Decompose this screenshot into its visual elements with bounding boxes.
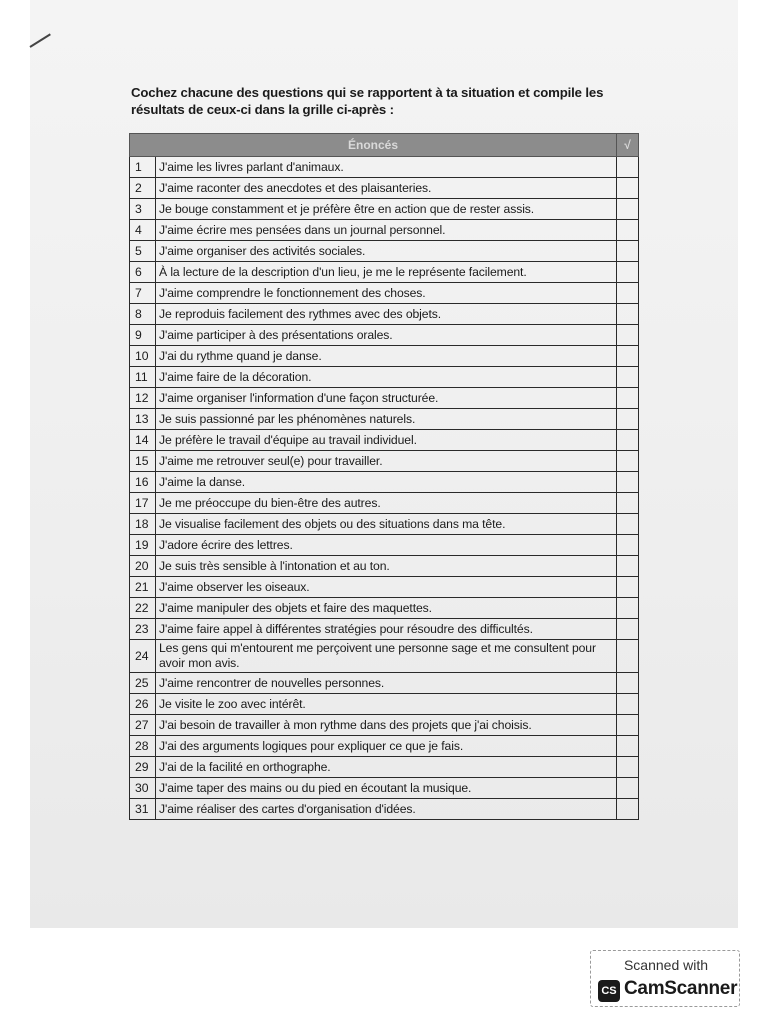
row-number: 10 (130, 346, 156, 367)
row-number: 20 (130, 556, 156, 577)
row-checkbox[interactable] (617, 283, 639, 304)
row-statement: J'aime comprendre le fonctionnement des choses. (156, 283, 617, 304)
row-number: 2 (130, 178, 156, 199)
row-number: 9 (130, 325, 156, 346)
row-checkbox[interactable] (617, 241, 639, 262)
header-check: √ (617, 134, 639, 157)
table-row (130, 325, 639, 346)
table-row (130, 673, 639, 694)
row-statement: J'ai besoin de travailler à mon rythme dans des projets que j'ai choisis. (156, 715, 617, 736)
row-statement: J'aime organiser des activités sociales. (156, 241, 617, 262)
row-number: 28 (130, 736, 156, 757)
statements-table (129, 133, 639, 820)
row-checkbox[interactable] (617, 577, 639, 598)
row-statement: J'aime raconter des anecdotes et des plaisanteries. (156, 178, 617, 199)
row-checkbox[interactable] (617, 514, 639, 535)
row-checkbox[interactable] (617, 778, 639, 799)
table-row (130, 799, 639, 820)
table-row (130, 736, 639, 757)
row-statement: J'aime rencontrer de nouvelles personnes. (156, 673, 617, 694)
row-checkbox[interactable] (617, 325, 639, 346)
scanned-with-label: Scanned with (623, 957, 709, 973)
row-number: 24 (130, 640, 156, 673)
row-number: 6 (130, 262, 156, 283)
row-checkbox[interactable] (617, 694, 639, 715)
row-checkbox[interactable] (617, 757, 639, 778)
table-row (130, 778, 639, 799)
row-checkbox[interactable] (617, 304, 639, 325)
table-header (130, 134, 639, 157)
row-statement: Je préfère le travail d'équipe au travail individuel. (156, 430, 617, 451)
row-checkbox[interactable] (617, 799, 639, 820)
row-number: 16 (130, 472, 156, 493)
row-checkbox[interactable] (617, 715, 639, 736)
camscanner-brand: CamScanner (624, 978, 738, 999)
row-checkbox[interactable] (617, 220, 639, 241)
row-statement: J'aime réaliser des cartes d'organisation d'idées. (156, 799, 617, 820)
camscanner-watermark (590, 950, 740, 1007)
table-row (130, 346, 639, 367)
row-number: 1 (130, 157, 156, 178)
row-statement: J'aime observer les oiseaux. (156, 577, 617, 598)
table-row (130, 535, 639, 556)
row-checkbox[interactable] (617, 262, 639, 283)
row-statement: Je visualise facilement des objets ou des situations dans ma tête. (156, 514, 617, 535)
table-row (130, 388, 639, 409)
row-number: 4 (130, 220, 156, 241)
row-number: 17 (130, 493, 156, 514)
table-row (130, 757, 639, 778)
row-checkbox[interactable] (617, 598, 639, 619)
row-statement: J'aime organiser l'information d'une façon structurée. (156, 388, 617, 409)
row-checkbox[interactable] (617, 409, 639, 430)
row-number: 13 (130, 409, 156, 430)
row-statement: J'aime taper des mains ou du pied en écoutant la musique. (156, 778, 617, 799)
row-statement: Je me préoccupe du bien-être des autres. (156, 493, 617, 514)
row-statement: J'ai de la facilité en orthographe. (156, 757, 617, 778)
instructions-text: Cochez chacune des questions qui se rapportent à ta situation et compile les résultats de ceux-ci dans la grille ci-après : (131, 85, 604, 117)
table-row (130, 715, 639, 736)
row-statement: J'adore écrire des lettres. (156, 535, 617, 556)
row-statement: À la lecture de la description d'un lieu, je me le représente facilement. (156, 262, 617, 283)
row-number: 27 (130, 715, 156, 736)
table-row (130, 157, 639, 178)
table-row (130, 694, 639, 715)
row-checkbox[interactable] (617, 346, 639, 367)
row-checkbox[interactable] (617, 640, 639, 673)
row-checkbox[interactable] (617, 472, 639, 493)
row-checkbox[interactable] (617, 367, 639, 388)
row-number: 23 (130, 619, 156, 640)
row-statement: J'aime participer à des présentations orales. (156, 325, 617, 346)
table-row (130, 367, 639, 388)
row-checkbox[interactable] (617, 451, 639, 472)
row-number: 12 (130, 388, 156, 409)
row-number: 8 (130, 304, 156, 325)
row-checkbox[interactable] (617, 388, 639, 409)
row-number: 30 (130, 778, 156, 799)
row-number: 5 (130, 241, 156, 262)
row-statement: J'ai du rythme quand je danse. (156, 346, 617, 367)
table-row (130, 640, 639, 673)
row-statement: J'aime manipuler des objets et faire des maquettes. (156, 598, 617, 619)
table-row (130, 619, 639, 640)
row-number: 7 (130, 283, 156, 304)
row-statement: J'aime faire de la décoration. (156, 367, 617, 388)
row-number: 31 (130, 799, 156, 820)
row-number: 26 (130, 694, 156, 715)
row-number: 22 (130, 598, 156, 619)
table-body (130, 157, 639, 820)
row-checkbox[interactable] (617, 157, 639, 178)
table-row (130, 451, 639, 472)
row-checkbox[interactable] (617, 556, 639, 577)
row-statement: J'ai des arguments logiques pour expliquer ce que je fais. (156, 736, 617, 757)
table-row (130, 262, 639, 283)
table-row (130, 241, 639, 262)
table-row (130, 283, 639, 304)
table-row (130, 220, 639, 241)
table-row (130, 472, 639, 493)
table-row (130, 430, 639, 451)
row-statement: Les gens qui m'entourent me perçoivent une personne sage et me consultent pour avoir mon avis. (156, 640, 617, 673)
row-number: 11 (130, 367, 156, 388)
row-number: 25 (130, 673, 156, 694)
row-statement: Je bouge constamment et je préfère être en action que de rester assis. (156, 199, 617, 220)
row-statement: Je reproduis facilement des rythmes avec des objets. (156, 304, 617, 325)
table-row (130, 577, 639, 598)
table-row (130, 493, 639, 514)
row-checkbox[interactable] (617, 493, 639, 514)
row-checkbox[interactable] (617, 178, 639, 199)
table-row (130, 556, 639, 577)
row-statement: J'aime me retrouver seul(e) pour travailler. (156, 451, 617, 472)
row-checkbox[interactable] (617, 619, 639, 640)
table-row (130, 598, 639, 619)
table-row (130, 409, 639, 430)
row-number: 15 (130, 451, 156, 472)
row-statement: Je visite le zoo avec intérêt. (156, 694, 617, 715)
row-statement: J'aime les livres parlant d'animaux. (156, 157, 617, 178)
table-row (130, 199, 639, 220)
table-row (130, 304, 639, 325)
row-statement: J'aime la danse. (156, 472, 617, 493)
row-checkbox[interactable] (617, 199, 639, 220)
row-number: 19 (130, 535, 156, 556)
row-checkbox[interactable] (617, 673, 639, 694)
row-statement: Je suis très sensible à l'intonation et au ton. (156, 556, 617, 577)
row-statement: J'aime faire appel à différentes stratégies pour résoudre des difficultés. (156, 619, 617, 640)
row-number: 21 (130, 577, 156, 598)
row-checkbox[interactable] (617, 535, 639, 556)
row-checkbox[interactable] (617, 736, 639, 757)
table-row (130, 178, 639, 199)
row-number: 18 (130, 514, 156, 535)
row-statement: Je suis passionné par les phénomènes naturels. (156, 409, 617, 430)
header-statements: Énoncés (130, 134, 617, 157)
row-number: 29 (130, 757, 156, 778)
row-number: 14 (130, 430, 156, 451)
row-statement: J'aime écrire mes pensées dans un journal personnel. (156, 220, 617, 241)
row-number: 3 (130, 199, 156, 220)
camscanner-logo-icon: CS (598, 980, 620, 1002)
table-row (130, 514, 639, 535)
row-checkbox[interactable] (617, 430, 639, 451)
